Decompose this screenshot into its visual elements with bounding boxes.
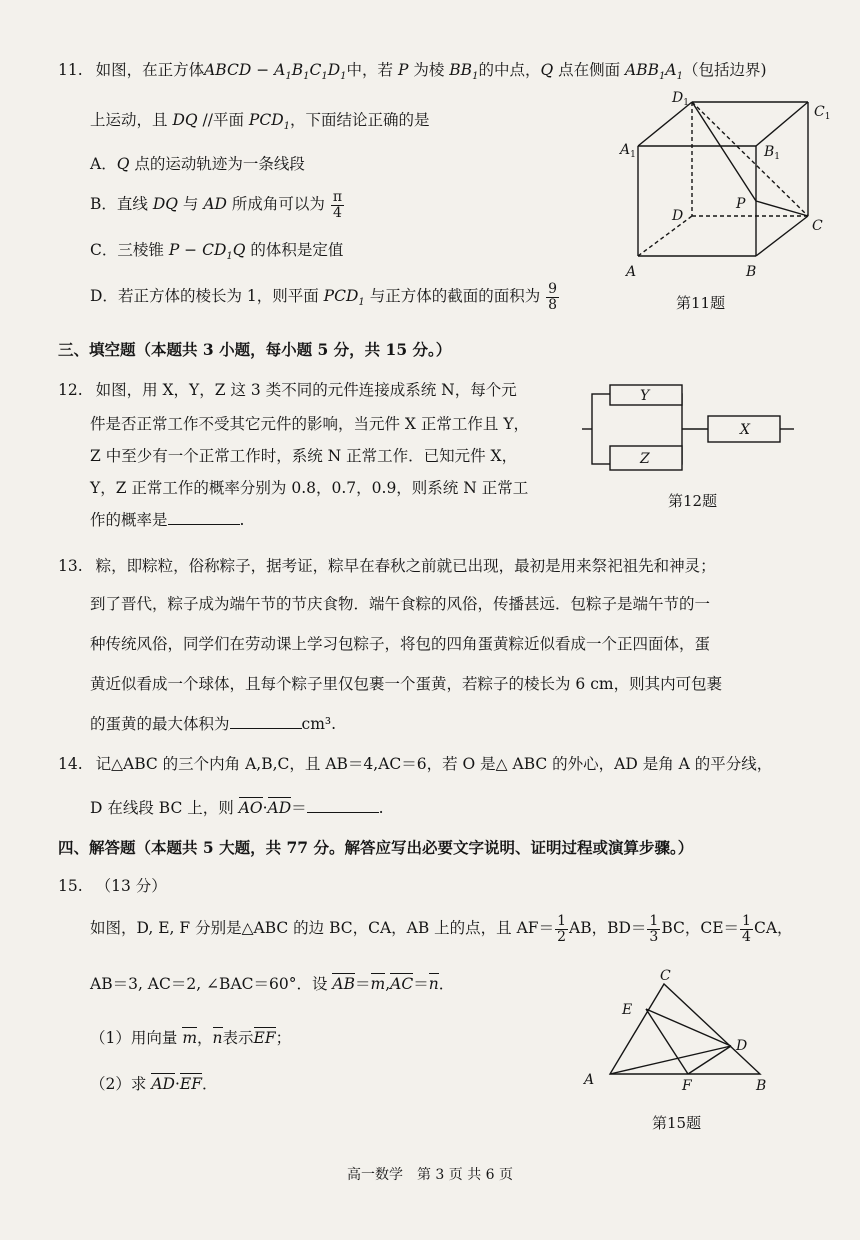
q12-line2: 件是否正常工作不受其它元件的影响，当元件 X 正常工作且 Y， [90, 415, 530, 433]
q15-header [58, 874, 167, 896]
q15-figure-caption: 第15题 [652, 1114, 702, 1132]
label-d: D [672, 208, 684, 224]
label-y: Y [640, 388, 650, 404]
q13-line5: 的蛋黄的最大体积为 cm³. [90, 715, 337, 733]
edge-bc [756, 216, 808, 256]
q13-line4: 黄近似看成一个球体，且每个粽子里仅包裹一个蛋黄，若粽子的棱长为 6 cm，则其内可包裹 [90, 675, 723, 693]
q11-cube-figure [618, 88, 838, 288]
label-a: A [626, 264, 637, 280]
vector-ao: AO [238, 799, 263, 817]
edge-a1d1 [638, 102, 692, 146]
q12-line3: Z 中至少有一个正常工作时，系统 N 正常工作．已知元件 X， [90, 447, 518, 465]
label-c1: $C_1$ [814, 104, 831, 122]
label-d: D [736, 1038, 748, 1054]
q11-option-c: C．三棱锥 $P - CD_1Q$ 的体积是定值 [90, 241, 344, 263]
q12-figure-caption: 第12题 [668, 492, 718, 510]
q11-option-b: B．直线 DQ 与 AD 所成角可以为 $\frac{\pi}{4}$ [90, 189, 343, 221]
q11-option-d-fraction: $\frac{9}{8}$ [548, 281, 558, 313]
q15-triangle-figure [576, 964, 776, 1100]
q15-part2: （2）求 AD·EF． [90, 1075, 218, 1093]
label-b1: $B_1$ [764, 144, 781, 162]
q12-line5: 作的概率是 . [90, 511, 245, 529]
label-e: E [622, 1002, 633, 1018]
label-x: X [740, 422, 750, 438]
section3-heading: 三、填空题（本题共 3 小题，每小题 5 分，共 15 分。） [58, 340, 452, 359]
q14-line2: D 在线段 BC 上，则 AO·AD＝ . [90, 799, 384, 817]
q13-number: 13. [58, 557, 83, 575]
q13-line3: 种传统风俗，同学们在劳动课上学习包粽子，将包的四角蛋黄粽近似看成一个正四面体，蛋 [90, 635, 711, 653]
q15-line2: AB＝3, AC＝2, ∠BAC＝60°．设 AB＝m,AC＝n． [90, 975, 455, 993]
label-f: F [682, 1078, 692, 1094]
q11-figure-caption: 第11题 [676, 294, 726, 312]
q11-number: 11. [58, 61, 83, 79]
label-z: Z [640, 451, 650, 467]
q11-stem-line2: 上运动，且 DQ //平面 $PCD_1$，下面结论正确的是 [90, 111, 430, 133]
q11-stem-line1: 11. 如图，在正方体ABCD − $A_1B_1C_1D_1$中，若 P 为棱 $BB_1$的中点，Q 点在侧面 $ABB_1A_1$（包括边界) [58, 61, 767, 83]
q15-part1: （1）用向量 m，n表示EF； [90, 1029, 292, 1047]
q13-line2: 到了晋代，粽子成为端午节的节庆食物．端午食粽的风俗，传播甚远．包粽子是端午节的一 [90, 595, 711, 613]
line-pc [756, 201, 808, 216]
q14-answer-blank[interactable] [307, 812, 379, 813]
q14-line1: 14. 记△ABC 的三个内角 A,B,C，且 AB＝4,AC＝6，若 O 是△ ABC 的外心，AD 是角 A 的平分线， [58, 755, 773, 773]
q14-number: 14. [58, 755, 83, 773]
line-d1p [692, 102, 756, 201]
label-b: B [756, 1078, 767, 1094]
label-a: A [584, 1072, 595, 1088]
label-c: C [660, 968, 671, 984]
segment-fd [688, 1046, 731, 1074]
q12-line4: Y，Z 正常工作的概率分别为 0.8，0.7，0.9，则系统 N 正常工 [90, 479, 529, 497]
q12-number: 12. [58, 381, 83, 399]
edge-ad-hidden [638, 216, 692, 256]
label-c: C [812, 218, 823, 234]
q12-line1: 12. 如图，用 X，Y，Z 这 3 类不同的元件连接成系统 N，每个元 [58, 381, 517, 399]
label-p: P [736, 196, 746, 212]
section4-heading: 四、解答题（本题共 5 大题，共 77 分。解答应写出必要文字说明、证明过程或演算步骤。） [58, 838, 694, 857]
q15-line1: 如图，D, E, F 分别是△ABC 的边 BC，CA，AB 上的点，且 AF＝ $\frac{1}{2}$ AB，BD＝ $\frac{1}{3}$ BC，CE＝ $\frac{1}{4}$ CA， [90, 913, 793, 945]
q15-score: （13 分） [95, 877, 167, 895]
q11-option-a: A．Q 点的运动轨迹为一条线段 [90, 155, 305, 173]
q13-answer-blank[interactable] [230, 728, 302, 729]
page-footer: 高一数学 第 3 页 共 6 页 [346, 1167, 514, 1183]
label-a1: $A_1$ [620, 142, 636, 160]
segment-ad [610, 1046, 731, 1074]
q15-number: 15. [58, 877, 83, 895]
q11-option-d: D．若正方体的棱长为 1，则平面 $PCD_1$ 与正方体的截面的面积为 $\frac{9}{8}$ [90, 281, 558, 313]
vector-ad: AD [267, 799, 292, 817]
edge-b1c1 [756, 102, 808, 146]
triangle-abc [610, 984, 760, 1074]
q12-answer-blank[interactable] [168, 524, 240, 525]
q11-option-b-fraction: $\frac{\pi}{4}$ [332, 189, 343, 221]
label-b: B [746, 264, 757, 280]
q13-line1: 13. 粽，即粽粒，俗称粽子，据考证，粽早在春秋之前就已出现，最初是用来祭祀祖先和神灵； [58, 557, 716, 575]
label-d1: $D_1$ [672, 90, 689, 108]
line-d1c-dashed [692, 102, 808, 216]
q12-circuit-figure [580, 384, 800, 474]
